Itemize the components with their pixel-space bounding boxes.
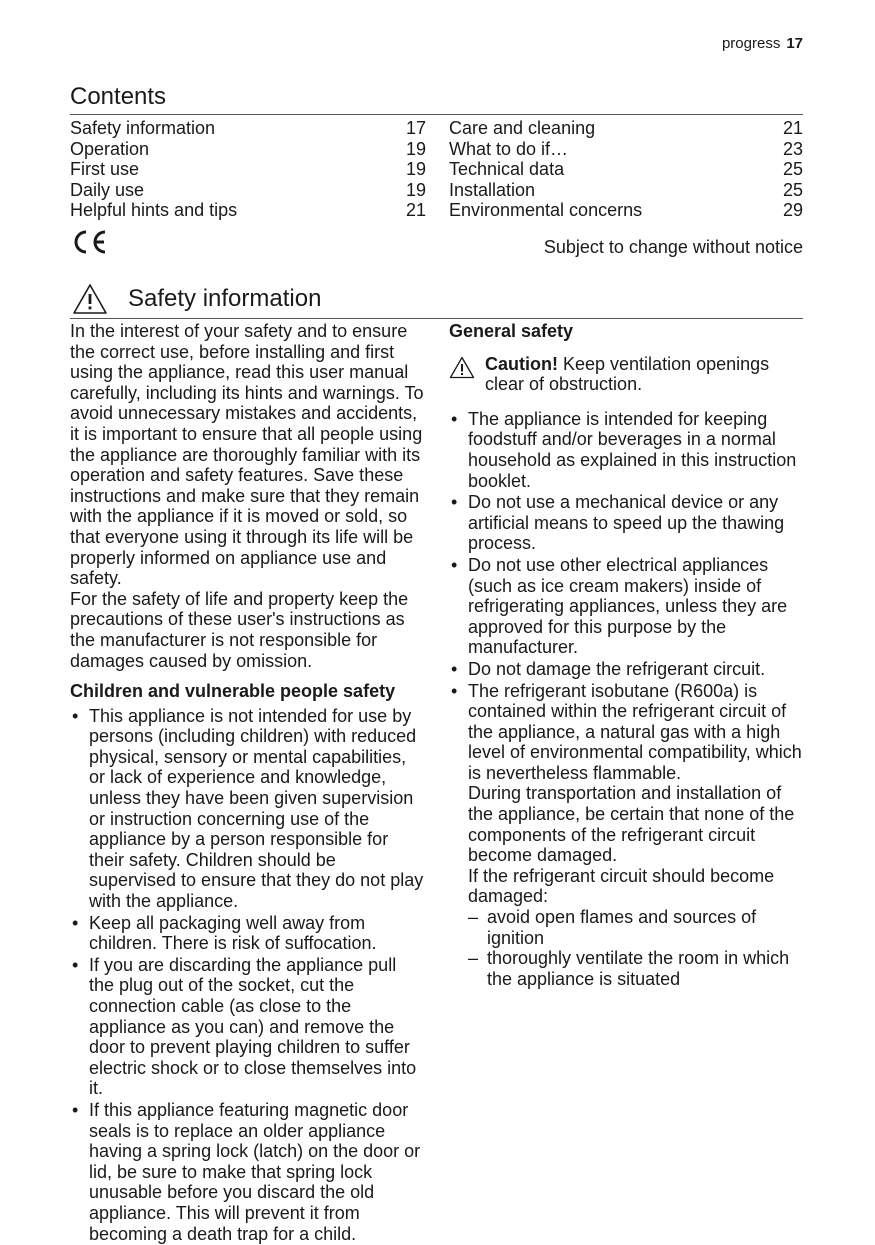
list-item: – avoid open flames and sources of ignition — [468, 907, 804, 948]
ce-mark-icon — [70, 228, 110, 261]
toc-entry-page: 19 — [405, 179, 426, 200]
toc-entry[interactable] — [70, 200, 426, 221]
caution-text: Keep ventilation openings clear of obstruction. — [485, 353, 770, 395]
list-item: • If this appliance featuring magnetic door seals is to replace an older appliance having a spring lock (latch) on the door or lid, be sure to make that spring lock unusable before you discard the old appliance. This will prevent it from becoming a death trap for a child. — [70, 1100, 426, 1244]
page-number: 17 — [786, 35, 803, 52]
caution-note — [449, 354, 804, 395]
list-item: – thoroughly ventilate the room in which the appliance is situated — [468, 948, 804, 989]
list-item-refrigerant — [449, 681, 804, 990]
toc-entry-label: Safety information — [70, 118, 216, 138]
list-item: • This appliance is not intended for use by persons (including children) with reduced physical, sensory or mental capabilities, or lack of experience and knowledge, unless they have been given supervision or instruction concerning use of the appliance by a person responsible for their safety. Children should be supervised to ensure that they do not play with the appliance. — [70, 706, 426, 912]
toc-entry-label: Installation — [449, 179, 536, 200]
refrigerant-steps-list — [468, 907, 804, 989]
contents-heading: Contents — [70, 83, 803, 115]
toc-entry-label: Care and cleaning — [449, 118, 596, 138]
toc-entry-label: First use — [70, 159, 140, 180]
toc-entry[interactable] — [449, 118, 803, 139]
list-item: • Do not damage the refrigerant circuit. — [449, 659, 804, 680]
toc-entry[interactable] — [449, 200, 803, 221]
change-notice: Subject to change without notice — [543, 237, 803, 257]
toc-entry[interactable] — [70, 118, 426, 139]
general-safety-list — [449, 409, 804, 990]
intro-paragraph: In the interest of your safety and to ensure the correct use, before installing and first using the appliance, read this user manual carefully, including its hints and warnings. To avoid unnecessary mistakes and accidents, it is important to ensure that all people using the appliance are thoroughly familiar with its operation and safety features. Save these instructions and make sure that they remain with the appliance if it is moved or sold, so that everyone using it through its life will be properly informed on appliance use and safety. — [70, 321, 424, 589]
list-item: • Keep all packaging well away from children. There is risk of suffocation. — [70, 913, 426, 954]
toc-entry[interactable] — [449, 159, 803, 180]
warning-triangle-icon — [72, 283, 108, 315]
toc-entry-label: Helpful hints and tips — [70, 200, 238, 221]
list-item: • If you are discarding the appliance pull the plug out of the socket, cut the connection cable (as close to the appliance as you can) and remove the door to prevent playing children to suffer electric shock or to close themselves into it. — [70, 955, 426, 1099]
safety-heading-text: Safety information — [128, 285, 322, 312]
safety-heading — [70, 283, 803, 319]
toc-entry[interactable] — [70, 139, 426, 160]
brand-name: progress — [721, 35, 781, 52]
toc-entry-page: 21 — [782, 118, 803, 138]
intro-paragraph-2: For the safety of life and property keep the precautions of these user's instructions as the manufacturer is not responsible for damages caused by omission. — [70, 588, 409, 671]
toc-entry-label: Daily use — [70, 179, 145, 200]
toc-entry-page: 29 — [782, 200, 803, 221]
list-item: • Do not use a mechanical device or any artificial means to speed up the thawing process. — [449, 492, 804, 554]
toc-entry-label: Technical data — [449, 159, 565, 180]
toc-right-column — [449, 118, 803, 221]
toc-entry-label: Environmental concerns — [449, 200, 643, 221]
list-item: • Do not use other electrical appliances (such as ice cream makers) inside of refrigerating appliances, unless they are approved for this purpose by the manufacturer. — [449, 555, 804, 658]
refrigerant-text: • The refrigerant isobutane (R600a) is contained within the refrigerant circuit of the appliance, a natural gas with a high level of environmental compatibility, which is nevertheless flammable. — [468, 680, 802, 783]
refrigerant-damaged-text: If the refrigerant circuit should become damaged: — [468, 865, 775, 907]
children-safety-heading: Children and vulnerable people safety — [70, 681, 396, 702]
toc-entry[interactable] — [449, 139, 803, 160]
right-text-column — [449, 321, 804, 990]
toc-entry-page: 21 — [405, 200, 426, 221]
toc-entry-label: What to do if… — [449, 138, 569, 159]
toc-entry[interactable] — [449, 180, 803, 201]
toc-entry-page: 25 — [782, 159, 803, 180]
toc-entry-page: 23 — [782, 138, 803, 159]
warning-triangle-icon — [449, 356, 475, 379]
toc-entry-label: Operation — [70, 138, 150, 159]
children-safety-list — [70, 706, 426, 1244]
toc-entry[interactable] — [70, 180, 426, 201]
caution-label: Caution! — [485, 353, 558, 374]
left-text-column — [70, 321, 426, 1245]
general-safety-heading: General safety — [449, 321, 574, 341]
toc-entry-page: 25 — [782, 179, 803, 200]
toc-entry-page: 19 — [405, 159, 426, 180]
toc-left-column — [70, 118, 426, 221]
refrigerant-transport-text: During transportation and installation of the appliance, be certain that none of the components of the refrigerant circuit become damaged. — [468, 783, 795, 866]
toc-entry-page: 17 — [405, 118, 426, 138]
page-header — [722, 35, 803, 52]
toc-entry-page: 19 — [405, 138, 426, 159]
list-item: • The appliance is intended for keeping foodstuff and/or beverages in a normal household as explained in this instruction booklet. — [449, 409, 804, 491]
toc-entry[interactable] — [70, 159, 426, 180]
